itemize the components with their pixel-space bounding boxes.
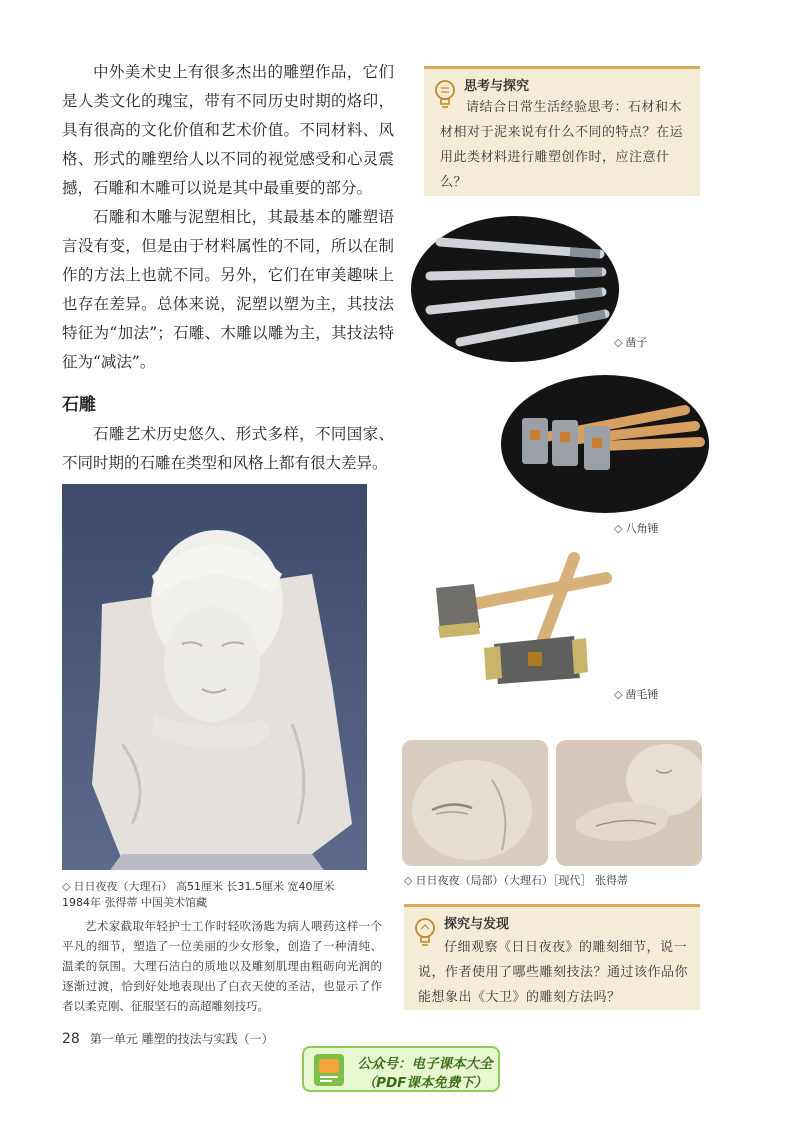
chisel-caption-text: 凿子 bbox=[625, 336, 648, 349]
statue-caption-line-2: 1984年 张得蒂 中国美术馆藏 bbox=[62, 896, 207, 909]
bushing-hammer-photo bbox=[424, 548, 620, 688]
detail-caption bbox=[404, 872, 628, 888]
statue-detail-photo-hand bbox=[556, 740, 702, 866]
diamond-icon: ◇ bbox=[404, 874, 413, 887]
intro-paragraph-2: 石雕和木雕与泥塑相比，其最基本的雕塑语言没有变，但是由于材料属性的不同，所以在制作的方法上也就不同。另外，它们在审美趣味上也存在差异。总体来说，泥塑以塑为主，其技法特征为“加法”；石雕、木雕以雕为主，其技法特征为“减法”。 bbox=[62, 208, 394, 371]
detail-caption-text: 日日夜夜（局部）（大理石）［现代］ 张得蒂 bbox=[415, 874, 628, 887]
bushing-hammer-caption bbox=[614, 686, 658, 702]
explore-box-text: 仔细观察《日日夜夜》的雕刻细节，说一说，作者使用了哪些雕刻技法？通过该作品你能想象出《大卫》的雕刻方法吗？ bbox=[418, 940, 689, 1005]
page-number: 28 bbox=[62, 1031, 80, 1047]
chisel-photo bbox=[410, 214, 623, 364]
book-logo-icon bbox=[312, 1052, 346, 1088]
octagon-hammer-caption-text: 八角锤 bbox=[625, 522, 659, 535]
diamond-icon: ◇ bbox=[614, 336, 623, 349]
statue-description: 艺术家截取年轻护士工作时轻吹汤匙为病人喂药这样一个平凡的细节，塑造了一位美丽的少女形象，创造了一种清纯、温柔的氛围。大理石洁白的质地以及雕刻肌理由粗砺向光润的逐渐过渡，恰到好处地表现出了白衣天使的圣洁，也显示了作者以柔克刚、征服坚石的高超雕刻技巧。 bbox=[62, 919, 382, 1013]
watermark-banner bbox=[302, 1046, 500, 1092]
statue-caption-text-1: 日日夜夜（大理石） 高51厘米 长31.5厘米 宽40厘米 bbox=[73, 880, 335, 893]
intro-text bbox=[62, 58, 394, 377]
think-box-heading: 思考与探究 bbox=[464, 79, 530, 94]
section-title: 石雕 bbox=[62, 395, 96, 415]
section-text bbox=[62, 420, 394, 478]
marble-statue-photo bbox=[62, 484, 367, 870]
think-box-text: 请结合日常生活经验思考：石材和木材相对于泥来说有什么不同的特点？在运用此类材料进行雕塑创作时，应注意什么？ bbox=[440, 100, 684, 190]
explore-box-heading: 探究与发现 bbox=[444, 917, 510, 932]
diamond-icon: ◇ bbox=[614, 688, 623, 701]
diamond-icon: ◇ bbox=[614, 522, 623, 535]
statue-detail-photo-face bbox=[402, 740, 548, 866]
explore-box bbox=[404, 904, 700, 1010]
watermark-line-1: 公众号：电子课本大全 bbox=[357, 1056, 493, 1072]
intro-paragraph-1: 中外美术史上有很多杰出的雕塑作品，它们是人类文化的瑰宝，带有不同历史时期的烙印，具有很高的文化价值和艺术价值。不同材料、风格、形式的雕塑给人以不同的视觉感受和心灵震撼，石雕和木雕可以说是其中最重要的部分。 bbox=[62, 63, 394, 197]
think-box bbox=[424, 66, 700, 196]
bushing-hammer-caption-text: 凿毛锤 bbox=[625, 688, 659, 701]
chisel-caption bbox=[614, 334, 647, 350]
statue-caption-line-1 bbox=[62, 878, 334, 894]
diamond-icon: ◇ bbox=[62, 880, 71, 893]
unit-title: 第一单元 雕塑的技法与实践（一） bbox=[89, 1032, 274, 1046]
section-paragraph: 石雕艺术历史悠久、形式多样，不同国家、不同时期的石雕在类型和风格上都有很大差异。 bbox=[62, 425, 394, 472]
octagon-hammer-photo bbox=[500, 374, 710, 514]
watermark-line-2: （PDF课本免费下） bbox=[362, 1075, 488, 1091]
octagon-hammer-caption bbox=[614, 520, 658, 536]
page-footer bbox=[62, 1030, 274, 1047]
